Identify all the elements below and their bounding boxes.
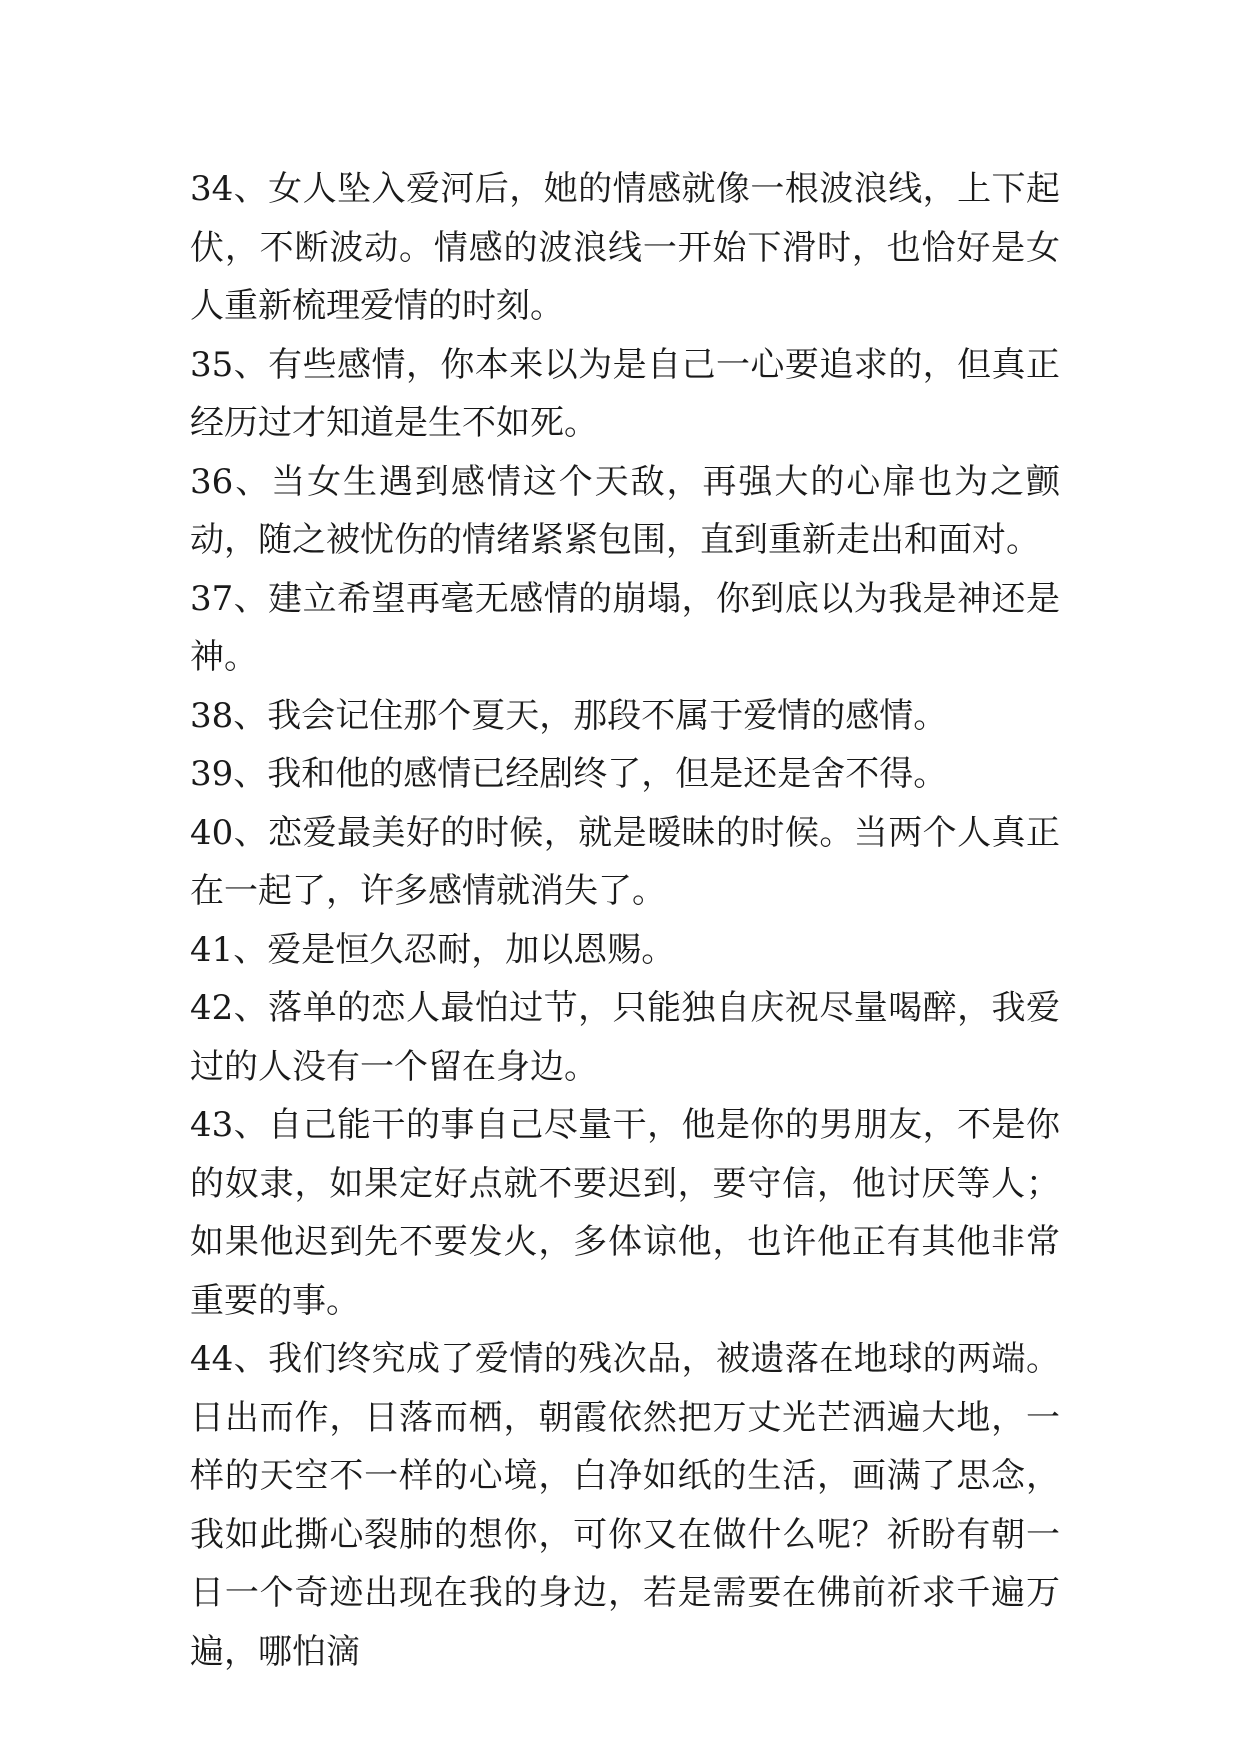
paragraph-34: 34、女人坠入爱河后，她的情感就像一根波浪线，上下起伏，不断波动。情感的波浪线一开始下滑时，也恰好是女人重新梳理爱情的时刻。 [190,169,1060,326]
paragraph-37: 37、建立希望再毫无感情的崩塌，你到底以为我是神还是神。 [190,578,1060,677]
paragraph-39: 39、我和他的感情已经剧终了，但是还是舍不得。 [190,754,948,794]
paragraph-41: 41、爱是恒久忍耐，加以恩赐。 [190,929,676,970]
paragraph-36: 36、当女生遇到感情这个天敌，再强大的心扉也为之颤动，随之被忧伤的情绪紧紧包围，直到重新走出和面对。 [190,461,1060,560]
paragraph-38: 38、我会记住那个夏天，那段不属于爱情的感情。 [190,695,948,736]
paragraph-42: 42、落单的恋人最怕过节，只能独自庆祝尽量喝醉，我爱过的人没有一个留在身边。 [190,988,1060,1087]
paragraph-35: 35、有些感情，你本来以为是自己一心要追求的，但真正经历过才知道是生不如死。 [190,344,1060,443]
paragraph-44: 44、我们终究成了爱情的残次品，被遗落在地球的两端。日出而作，日落而栖，朝霞依然把万丈光芒洒遍大地，一样的天空不一样的心境，白净如纸的生活，画满了思念，我如此撕心裂肺的想你，可你又在做什么呢？祈盼有朝一日一个奇迹出现在我的身边，若是需要在佛前祈求千遍万遍，哪怕滴 [190,1339,1060,1672]
document-body [190,160,1060,1681]
paragraph-40: 40、恋爱最美好的时候，就是暧昧的时候。当两个人真正在一起了，许多感情就消失了。 [190,812,1060,911]
paragraph-43: 43、自己能干的事自己尽量干，他是你的男朋友，不是你的奴隶，如果定好点就不要迟到，要守信，他讨厌等人；如果他迟到先不要发火，多体谅他，也许他正有其他非常重要的事。 [190,1105,1060,1321]
